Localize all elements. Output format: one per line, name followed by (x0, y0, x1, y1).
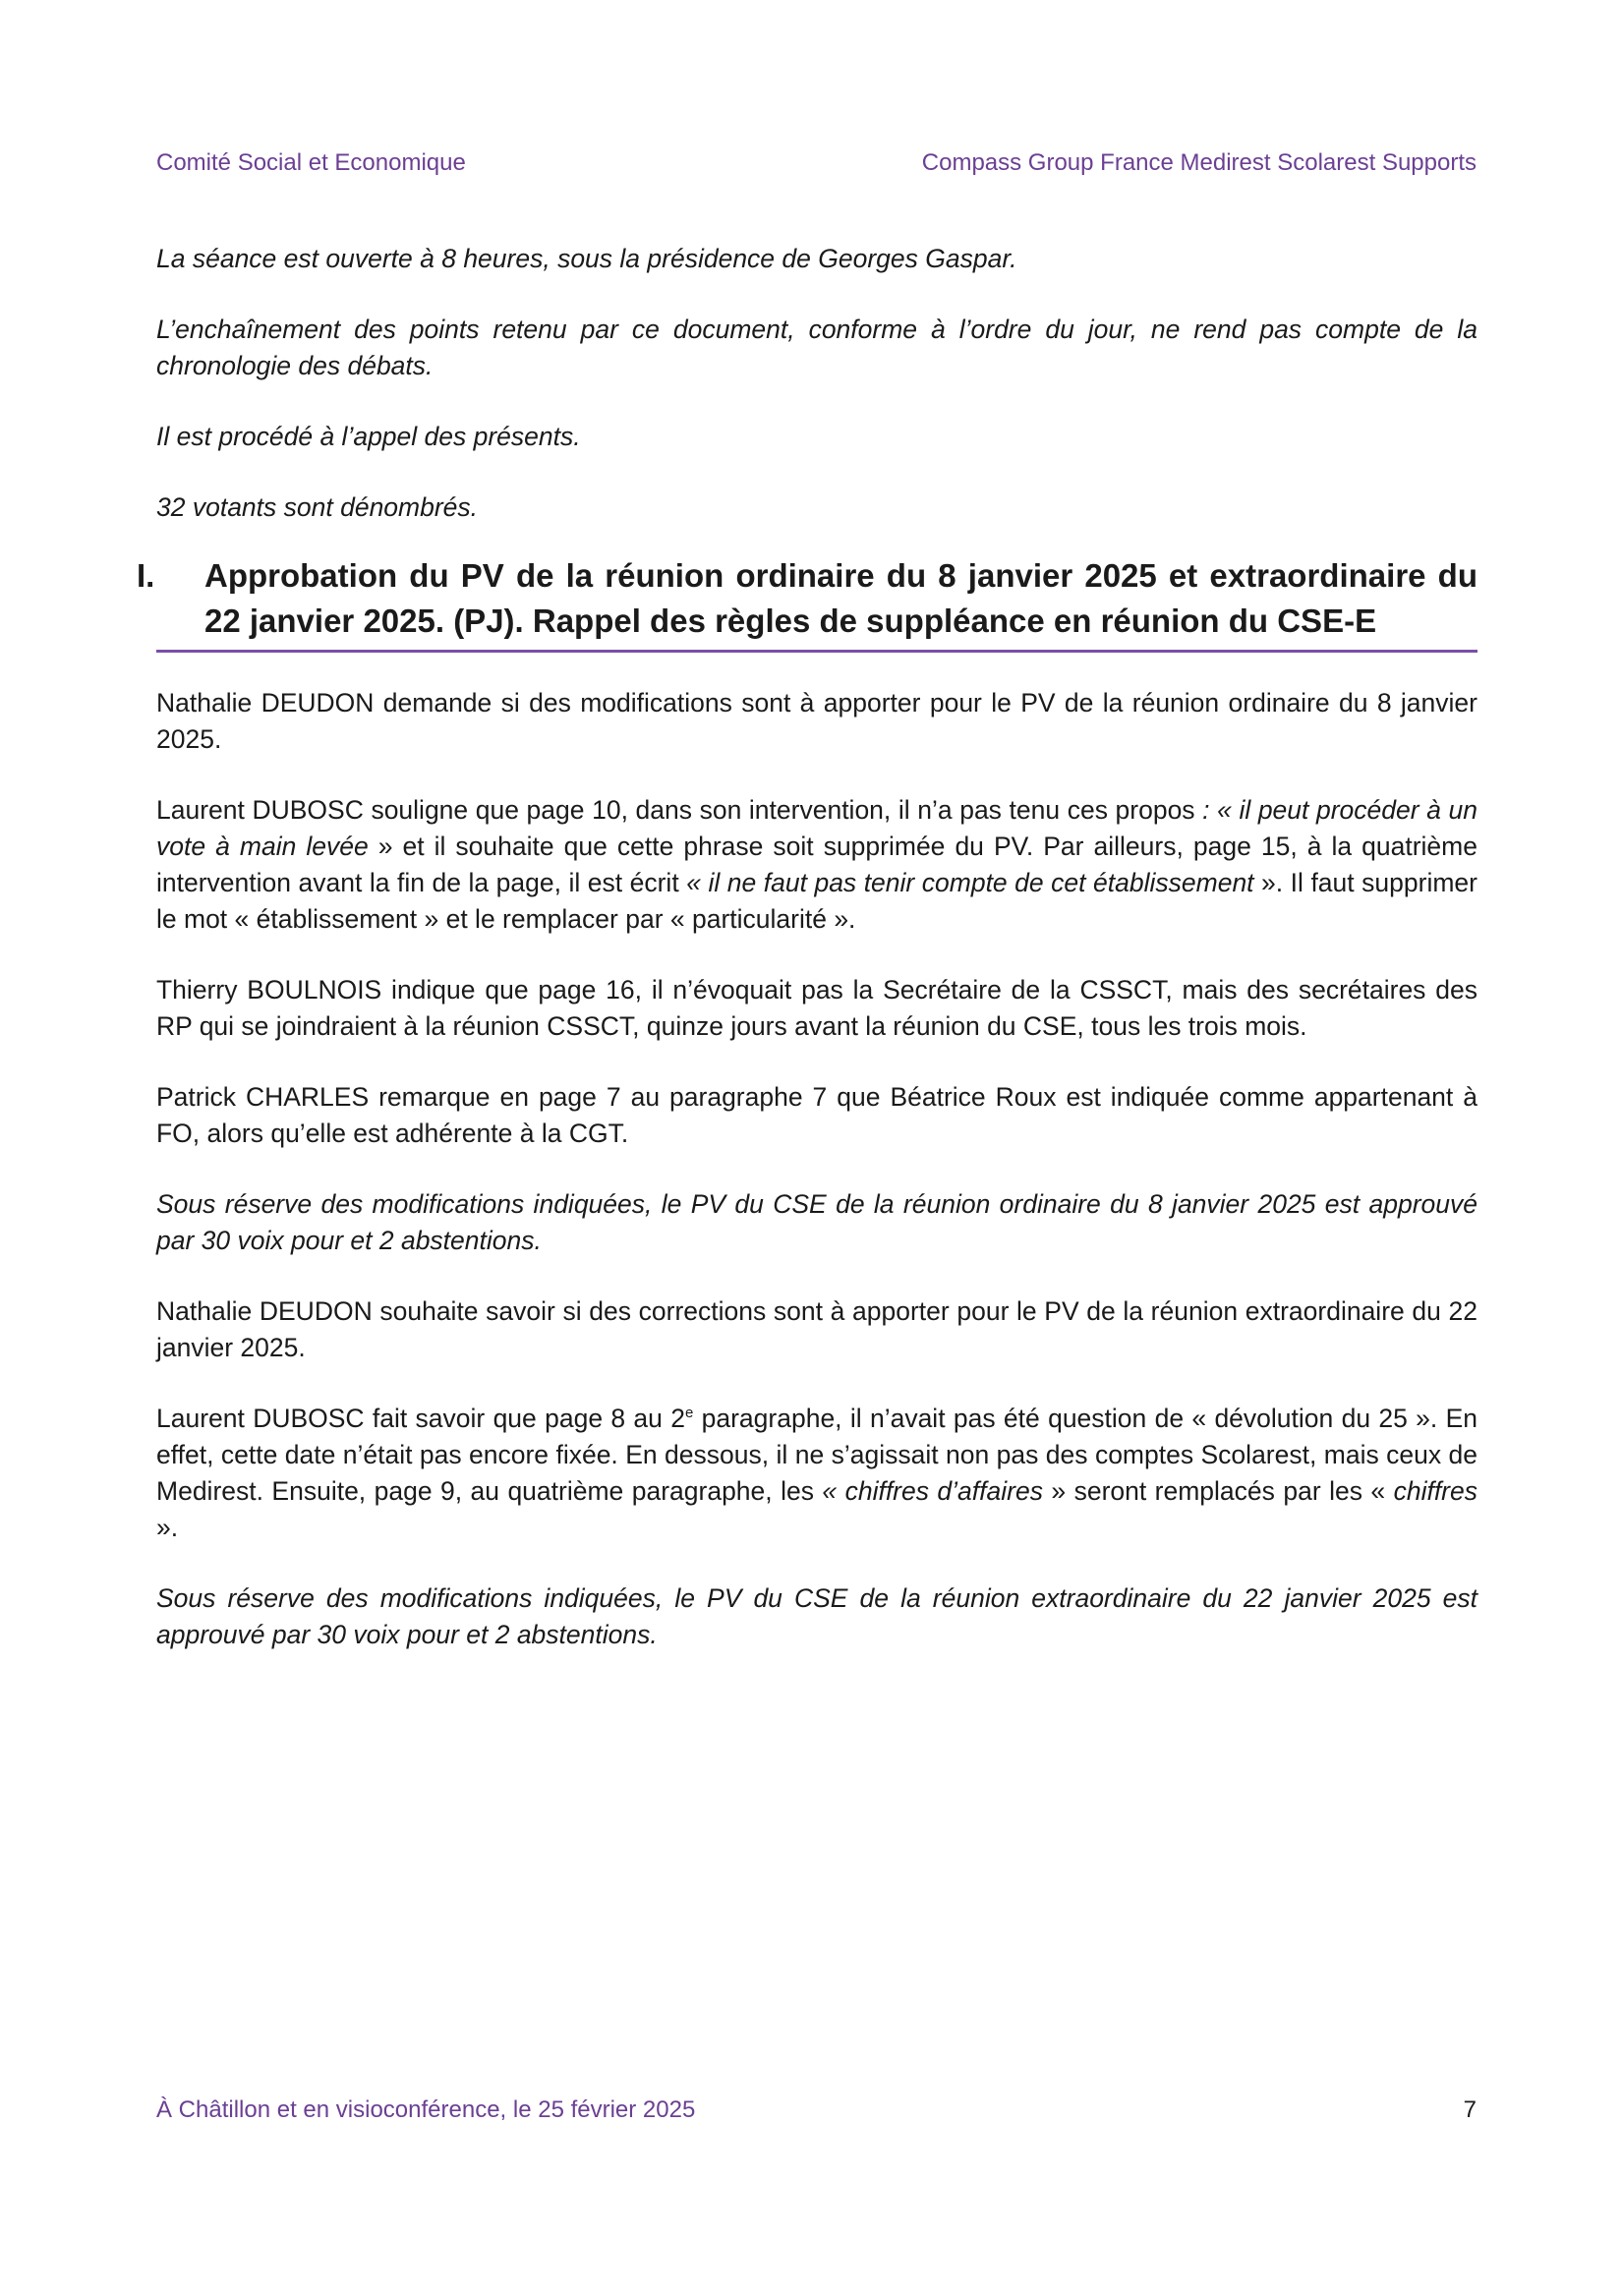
p2-text-e: ». Il faut supprimer le mot « établissement » et le remplacer par « particularité ». (156, 868, 1477, 934)
p2-text-c: » et il souhaite que cette phrase soit supprimée du PV. Par ailleurs, page 15, à la quatrième intervention avant la fin de la page, il est écrit (156, 832, 1477, 897)
p7-text-a: Laurent DUBOSC fait savoir que page 8 au 2 (156, 1404, 685, 1433)
document-body (137, 241, 1477, 1653)
footer-location-date: À Châtillon et en visioconférence, le 25 février 2025 (156, 2096, 696, 2123)
p2-quote-1: : « il peut procéder à un vote à main levée (156, 795, 1477, 861)
paragraph-boulnois: Thierry BOULNOIS indique que page 16, il n’évoquait pas la Secrétaire de la CSSCT, mais des secrétaires des RP qui se joindraient à la réunion CSSCT, quinze jours avant la réunion du CSE, tous les trois mois. (156, 975, 1477, 1041)
section-underline (156, 650, 1477, 653)
intro-chronology: L’enchaînement des points retenu par ce document, conforme à l’ordre du jour, ne rend pas compte de la chronologie des débats. (156, 315, 1477, 380)
paragraph-deudon-request: Nathalie DEUDON demande si des modifications sont à apporter pour le PV de la réunion ordinaire du 8 janvier 2025. (156, 688, 1477, 754)
p7-superscript: e (684, 1405, 694, 1422)
header-left: Comité Social et Economique (156, 149, 466, 176)
page-number: 7 (1463, 2096, 1477, 2123)
p2-quote-2: « il ne faut pas tenir compte de cet établissement (686, 868, 1254, 897)
p7-text-f: ». (156, 1513, 179, 1542)
section-title: Approbation du PV de la réunion ordinaire du 8 janvier 2025 et extraordinaire du 22 janvier 2025. (PJ). Rappel des règles de suppléance en réunion du CSE-E (204, 557, 1477, 639)
section-heading (137, 553, 1477, 653)
p7-text-b: paragraphe, il n’avait pas été question de « dévolution du 25 ». En effet, cette date n’était pas encore fixée. En dessous, il ne s’agissait non pas des comptes Scolarest, mais ceux de Medirest. Ensuite, page 9, au quatrième paragraphe, les (156, 1404, 1477, 1506)
intro-opening: La séance est ouverte à 8 heures, sous la présidence de Georges Gaspar. (156, 244, 1017, 273)
section-number: I. (137, 557, 155, 594)
paragraph-deudon-extraordinary: Nathalie DEUDON souhaite savoir si des corrections sont à apporter pour le PV de la réunion extraordinaire du 22 janvier 2025. (156, 1296, 1477, 1362)
p2-text-a: Laurent DUBOSC souligne que page 10, dans son intervention, il n’a pas tenu ces propos (156, 795, 1203, 825)
paragraph-approval-ordinary: Sous réserve des modifications indiquées, le PV du CSE de la réunion ordinaire du 8 janvier 2025 est approuvé par 30 voix pour et 2 abstentions. (156, 1189, 1477, 1255)
header-right: Compass Group France Medirest Scolarest Supports (921, 149, 1477, 176)
intro-voters: 32 votants sont dénombrés. (156, 492, 479, 522)
p7-text-d: » seront remplacés par les « (1042, 1476, 1394, 1506)
paragraph-approval-extraordinary: Sous réserve des modifications indiquées, le PV du CSE de la réunion extraordinaire du 22 janvier 2025 est approuvé par 30 voix pour et 2 abstentions. (156, 1583, 1477, 1649)
paragraph-dubosc-extraordinary (156, 1401, 1477, 1546)
p7-quote-1: « chiffres d’affaires (822, 1476, 1043, 1506)
paragraph-charles: Patrick CHARLES remarque en page 7 au paragraphe 7 que Béatrice Roux est indiquée comme appartenant à FO, alors qu’elle est adhérente à la CGT. (156, 1082, 1477, 1148)
paragraph-dubosc-corrections (156, 792, 1477, 938)
intro-roll-call: Il est procédé à l’appel des présents. (156, 422, 581, 451)
p7-quote-2: chiffres (1393, 1476, 1477, 1506)
